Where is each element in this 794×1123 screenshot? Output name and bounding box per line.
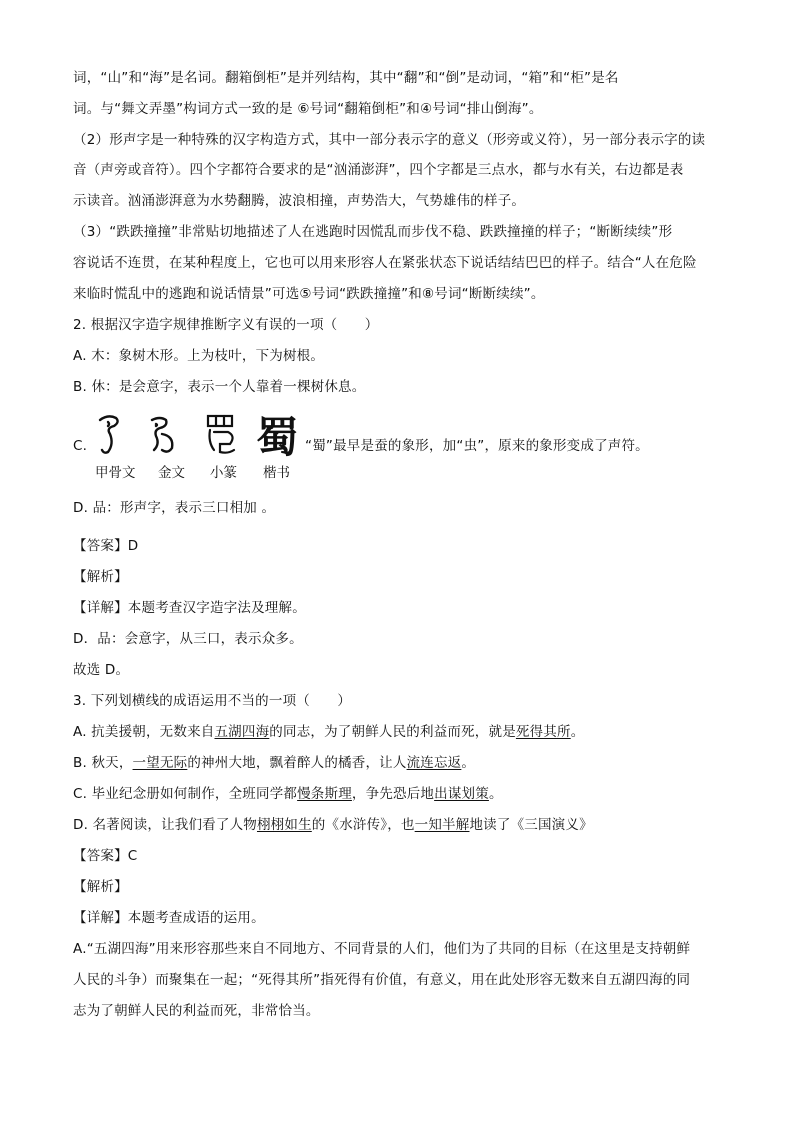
text-line: 来临时慌乱中的逃跑和说话情景”可选⑤号词“跌跌撞撞”和⑧号词“断断续续”。 [73,286,545,302]
q3-option-c [73,784,503,804]
text-span: 。 [488,786,503,802]
oracle-bone-glyph [100,416,118,452]
glyph-label-bronze: 金文 [158,465,185,481]
text-line: 词，“山”和“海”是名词。翻箱倒柜”是并列结构，其中“翻”和“倒”是动词，“箱”和“柜”是名 [73,70,619,86]
text-line: （3）“跌跌撞撞”非常贴切地描述了人在逃跑时因慌乱而步伐不稳、跌跌撞撞的样子；“断断续续”形 [73,224,673,240]
bronze-glyph [152,418,172,452]
text-line: 示读音。汹涌澎湃意为水势翻腾，波浪相撞，声势浩大，气势雄伟的样子。 [73,193,526,209]
underlined-idiom: 五湖四海 [214,724,270,740]
analysis-label: 【解析】 [73,569,128,585]
underlined-idiom: 慢条斯理 [297,786,352,802]
option-d: D. 品：形声字，表示三口相加 。 [73,500,276,516]
glyph-label-regular: 楷书 [263,465,290,481]
text-span: 的《水浒传》，也 [311,817,415,833]
question-2-title: 2. 根据汉字造字规律推断字义有误的一项（ ） [73,317,379,333]
small-seal-glyph [208,416,234,453]
text-span: A. 抗美援朝，无数来自 [73,724,215,740]
q3-option-d [73,815,593,835]
question-3-title: 3. 下列划横线的成语运用不当的一项（ ） [73,693,352,709]
answer-label: 【答案】C [73,848,138,864]
text-span: 地读了《三国演义》 [469,817,593,833]
text-line: 容说话不连贯，在某种程度上，它也可以用来形容人在紧张状态下说话结结巴巴的样子。结合“人在危险 [73,255,697,271]
q3-option-a [73,722,584,742]
explanation-line: A.“五湖四海”用来形容那些来自不同地方、不同背景的人们，他们为了共同的目标（在这里是支持朝鲜 [73,941,691,957]
text-span: 的神州大地，飘着醉人的橘香，让人 [187,755,407,771]
text-span: 的同志，为了朝鲜人民的利益而死，就是 [269,724,516,740]
option-b: B. 休：是会意字，表示一个人靠着一棵树休息。 [73,379,366,395]
explanation-line: D．品：会意字，从三口，表示众多。 [73,631,303,647]
text-line: 音（声旁或音符）。四个字都符合要求的是“汹涌澎湃”，四个字都是三点水，都与水有关，右边都是表 [73,162,684,178]
analysis-label: 【解析】 [73,879,128,895]
text-span: B. 秋天， [73,755,133,771]
conclusion-line: 故选 D。 [73,662,130,678]
text-span: D. 名著阅读，让我们看了人物 [73,817,257,833]
option-c-label: C. [73,438,88,454]
glyph-label-oracle: 甲骨文 [95,465,136,481]
underlined-idiom: 一望无际 [132,755,188,771]
detail-label: 【详解】本题考查汉字造字法及理解。 [73,600,306,616]
ancient-script-glyphs-image [96,410,306,460]
text-span: C. 毕业纪念册如何制作，全班同学都 [73,786,298,802]
text-line: 词。与“舞文弄墨”构词方式一致的是 ⑥号词“翻箱倒柜”和④号词“排山倒海”。 [73,101,543,117]
text-line: （2）形声字是一种特殊的汉字构造方式，其中一部分表示字的意义（形旁或义符），另一部分表示字的读 [73,132,706,148]
option-a: A. 木：象树木形。上为枝叶，下为树根。 [73,348,325,364]
answer-label: 【答案】D [73,538,139,554]
q3-option-b [73,753,475,773]
text-span: 。 [461,755,476,771]
regular-script-glyph: 蜀 [256,413,299,460]
underlined-idiom: 死得其所 [515,724,571,740]
glyph-label-seal: 小篆 [210,465,237,481]
underlined-idiom: 流连忘返 [406,755,462,771]
detail-label: 【详解】本题考查成语的运用。 [73,910,265,926]
explanation-line: 志为了朝鲜人民的利益而死，非常恰当。 [73,1003,320,1019]
underlined-idiom: 一知半解 [414,817,470,833]
text-span: ，争先恐后地 [351,786,435,802]
underlined-idiom: 栩栩如生 [256,817,312,833]
explanation-line: 人民的斗争）而聚集在一起；“死得其所”指死得有价值，有意义，用在此处形容无数来自五湖四海的同 [73,972,691,988]
underlined-idiom: 出谋划策 [434,786,489,802]
option-c-text: “蜀”最早是蚕的象形，加“虫”，原来的象形变成了声符。 [305,438,649,454]
text-span: 。 [570,724,585,740]
